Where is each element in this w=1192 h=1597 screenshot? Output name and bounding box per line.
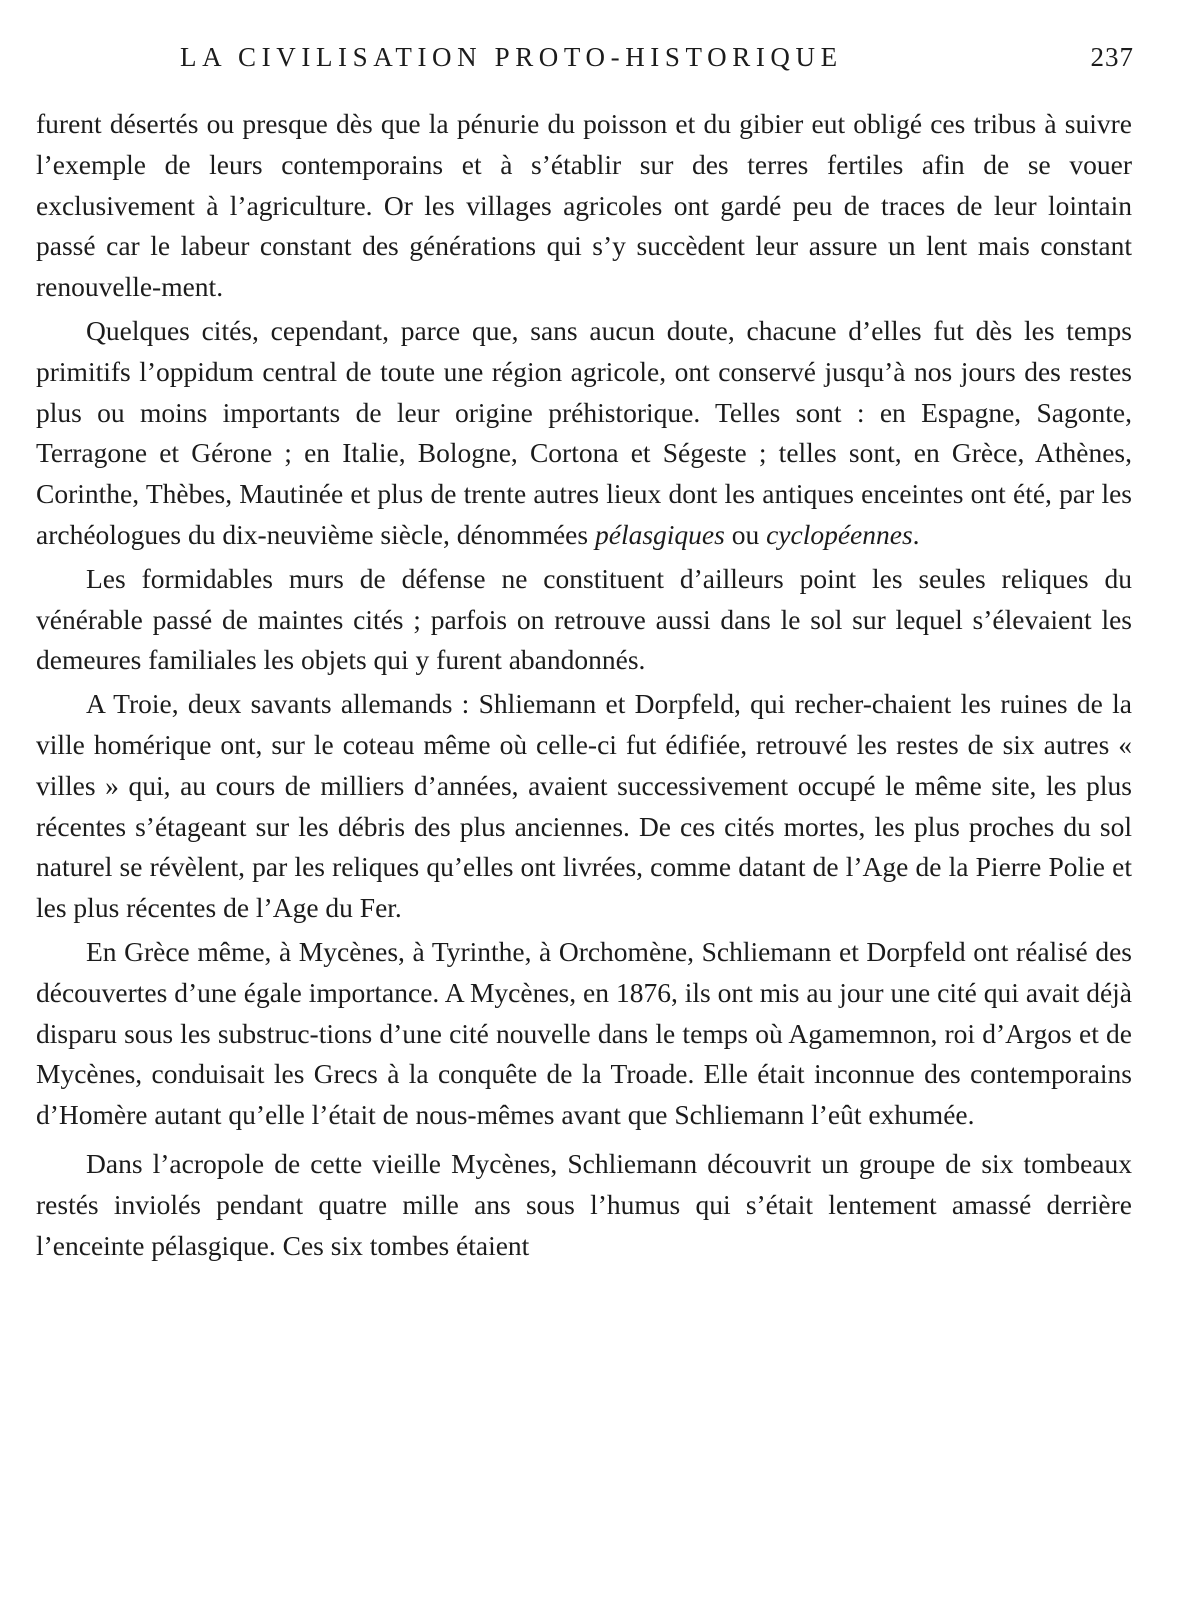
paragraph-5: En Grèce même, à Mycènes, à Tyrinthe, à Orchomène, Schliemann et Dorpfeld ont réalisé des découvertes d’une égale importance. A Mycènes, en 1876, ils ont mis au jour une cité qui avait déjà disparu sous les substruc-tions d’une cité nouvelle dans le temps où Agamemnon, roi d’Argos et de Mycènes, conduisait les Grecs à la conquête de la Troade. Elle était inconnue des contemporains d’Homère autant qu’elle l’était de nous-mêmes avant que Schliemann l’eût exhumée. [36, 935, 1132, 1131]
italic-term-cyclopeennes: cyclopéennes [766, 518, 913, 550]
paragraph-2-end: . [912, 518, 920, 550]
paragraph-4: A Troie, deux savants allemands : Shliemann et Dorpfeld, qui recher-chaient les ruines de la ville homérique ont, sur le coteau même où celle-ci fut édifiée, retrouvé les restes de six autres « villes » qui, au cours de milliers d’années, avaient successivement occupé le même site, les plus récentes s’étageant sur les débris des plus anciennes. De ces cités mortes, les plus proches du sol naturel se révèlent, par les reliques qu’elles ont livrées, comme datant de l’Age de la Pierre Polie et les plus récentes de l’Age du Fer. [36, 688, 1132, 924]
paragraph-2-text: Quelques cités, cependant, parce que, sans aucun doute, chacune d’elles fut dès les temps primitifs l’oppidum central de toute une région agricole, ont conservé jusqu’à nos jours des restes plus ou moins importants de leur origine préhistorique. Telles sont : en Espagne, Sagonte, Terragone et Gérone ; en Italie, Bologne, Cortona et Ségeste ; telles sont, en Grèce, Athènes, Corinthe, Thèbes, Mautinée et plus de trente autres lieux dont les antiques enceintes ont été, par les archéologues du dix-neuvième siècle, dénommées [36, 314, 1132, 550]
paragraph-6: Dans l’acropole de cette vieille Mycènes, Schliemann découvrit un groupe de six tombeaux restés inviolés pendant quatre mille ans sous l’humus qui s’était lentement amassé derrière l’enceinte pélasgique. Ces six tombes étaient [36, 1147, 1132, 1261]
page-number: 237 [1090, 42, 1134, 72]
paragraph-2 [36, 311, 1132, 556]
running-header [40, 42, 1134, 82]
running-title: LA CIVILISATION PROTO-HISTORIQUE [180, 42, 843, 72]
paragraph-3: Les formidables murs de défense ne constituent d’ailleurs point les seules reliques du vénérable passé de maintes cités ; parfois on retrouve aussi dans le sol sur lequel s’élevaient les demeures familiales les objets qui y furent abandonnés. [36, 562, 1132, 676]
body-text [36, 104, 1132, 1266]
paragraph-1: furent désertés ou presque dès que la pénurie du poisson et du gibier eut obligé ces tribus à suivre l’exemple de leurs contemporains et à s’établir sur des terres fertiles afin de se vouer exclusivement à l’agriculture. Or les villages agricoles ont gardé peu de traces de leur lointain passé car le labeur constant des générations qui s’y succèdent leur assure un lent mais constant renouvelle-ment. [36, 108, 1132, 303]
paragraph-2-connector: ou [724, 518, 767, 550]
italic-term-pelasgiques: pélasgiques [594, 518, 725, 550]
